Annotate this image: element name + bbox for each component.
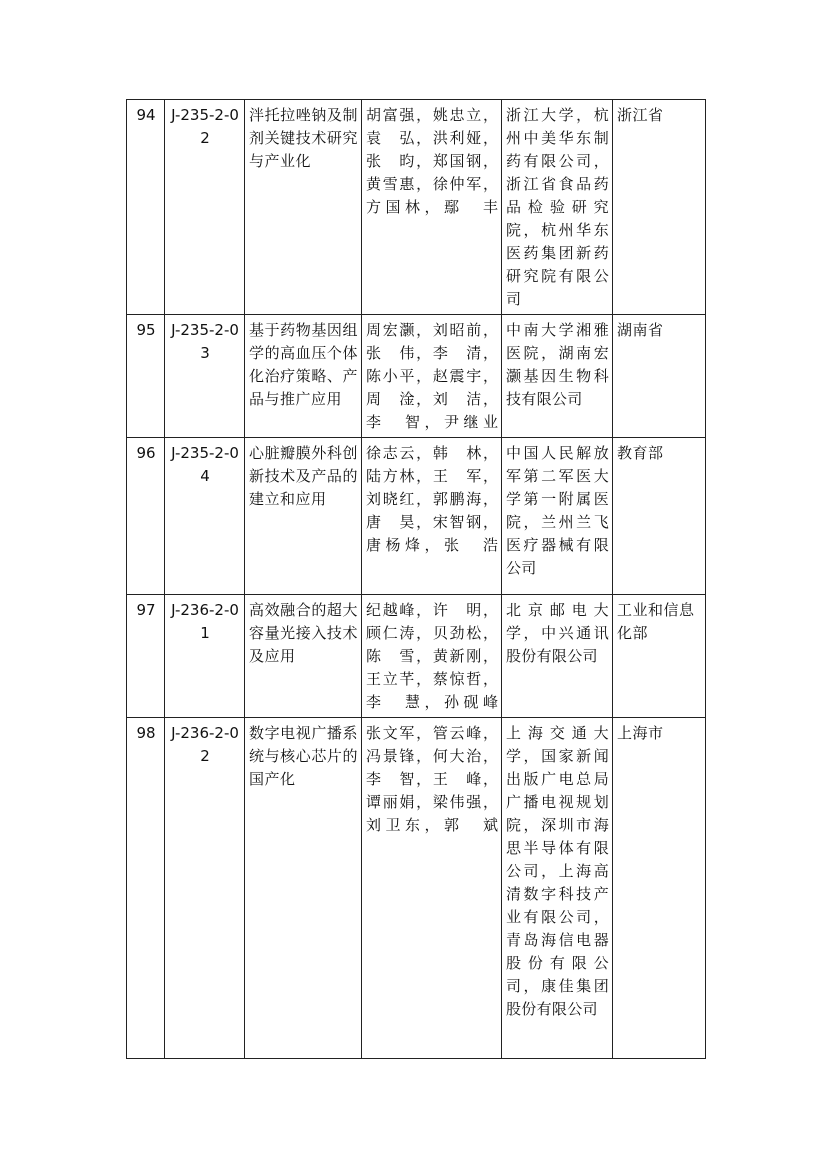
people-line: 李 智，尹继业: [366, 413, 498, 431]
project-people: [362, 718, 502, 1059]
table-row: [127, 315, 706, 438]
recommending-department: 上海市: [613, 718, 706, 1059]
people-line: 冯景锋，何大治，: [366, 747, 498, 765]
people-line: 周 淦，刘 洁，: [366, 390, 498, 408]
people-line: 顾仁涛，贝劲松，: [366, 624, 498, 642]
row-number: 98: [127, 718, 165, 1059]
project-people: [362, 315, 502, 438]
project-units: 中国人民解放军第二军医大学第一附属医院，兰州兰飞医疗器械有限公司: [502, 438, 613, 595]
recommending-department: 浙江省: [613, 100, 706, 315]
project-code: J-236-2-02: [165, 718, 245, 1059]
table-row: [127, 595, 706, 718]
people-line: 袁 弘，洪利娅，: [366, 129, 498, 147]
row-number: 96: [127, 438, 165, 595]
people-line: 周宏灏，刘昭前，: [366, 321, 498, 339]
project-code: J-235-2-04: [165, 438, 245, 595]
project-units: 浙江大学，杭州中美华东制药有限公司，浙江省食品药品检验研究院，杭州华东医药集团新药研究院有限公司: [502, 100, 613, 315]
people-line: 王立芊，蔡惊哲，: [366, 670, 498, 688]
table-row: [127, 438, 706, 595]
recommending-department: 湖南省: [613, 315, 706, 438]
project-title: 基于药物基因组学的高血压个体化治疗策略、产品与推广应用: [245, 315, 362, 438]
people-line: 黄雪惠，徐仲军，: [366, 175, 498, 193]
project-units: 北京邮电大学，中兴通讯股份有限公司: [502, 595, 613, 718]
project-title: 心脏瓣膜外科创新技术及产品的建立和应用: [245, 438, 362, 595]
award-table: [126, 99, 706, 1059]
project-code: J-235-2-02: [165, 100, 245, 315]
people-line: 纪越峰，许 明，: [366, 601, 498, 619]
row-number: 94: [127, 100, 165, 315]
people-line: 李 智，王 峰，: [366, 770, 498, 788]
people-line: 陈小平，赵震宇，: [366, 367, 498, 385]
row-number: 95: [127, 315, 165, 438]
people-line: 陆方林，王 军，: [366, 467, 498, 485]
people-line: 方国林，鄢 丰: [366, 198, 498, 216]
people-line: 谭丽娟，梁伟强，: [366, 793, 498, 811]
project-units: 上海交通大学，国家新闻出版广电总局广播电视规划院，深圳市海思半导体有限公司，上海高清数字科技产业有限公司，青岛海信电器股份有限公司，康佳集团股份有限公司: [502, 718, 613, 1059]
people-line: 张文军，管云峰，: [366, 724, 498, 742]
people-line: 胡富强，姚忠立，: [366, 106, 498, 124]
people-line: 张 昀，郑国钢，: [366, 152, 498, 170]
people-line: 刘晓红，郭鹏海，: [366, 490, 498, 508]
project-title: 数字电视广播系统与核心芯片的国产化: [245, 718, 362, 1059]
project-people: [362, 438, 502, 595]
table-row: [127, 100, 706, 315]
people-line: 张 伟，李 清，: [366, 344, 498, 362]
recommending-department: 教育部: [613, 438, 706, 595]
people-line: 李 慧，孙砚峰: [366, 693, 498, 711]
people-line: 陈 雪，黄新刚，: [366, 647, 498, 665]
people-line: 刘卫东，郭 斌: [366, 816, 498, 834]
project-code: J-236-2-01: [165, 595, 245, 718]
project-title: 泮托拉唑钠及制剂关键技术研究与产业化: [245, 100, 362, 315]
project-people: [362, 100, 502, 315]
project-units: 中南大学湘雅医院，湖南宏灏基因生物科技有限公司: [502, 315, 613, 438]
people-line: 唐杨烽，张 浩: [366, 536, 498, 554]
project-code: J-235-2-03: [165, 315, 245, 438]
people-line: 徐志云，韩 林，: [366, 444, 498, 462]
people-line: 唐 昊，宋智钢，: [366, 513, 498, 531]
row-number: 97: [127, 595, 165, 718]
recommending-department: 工业和信息化部: [613, 595, 706, 718]
project-people: [362, 595, 502, 718]
project-title: 高效融合的超大容量光接入技术及应用: [245, 595, 362, 718]
table-row: [127, 718, 706, 1059]
